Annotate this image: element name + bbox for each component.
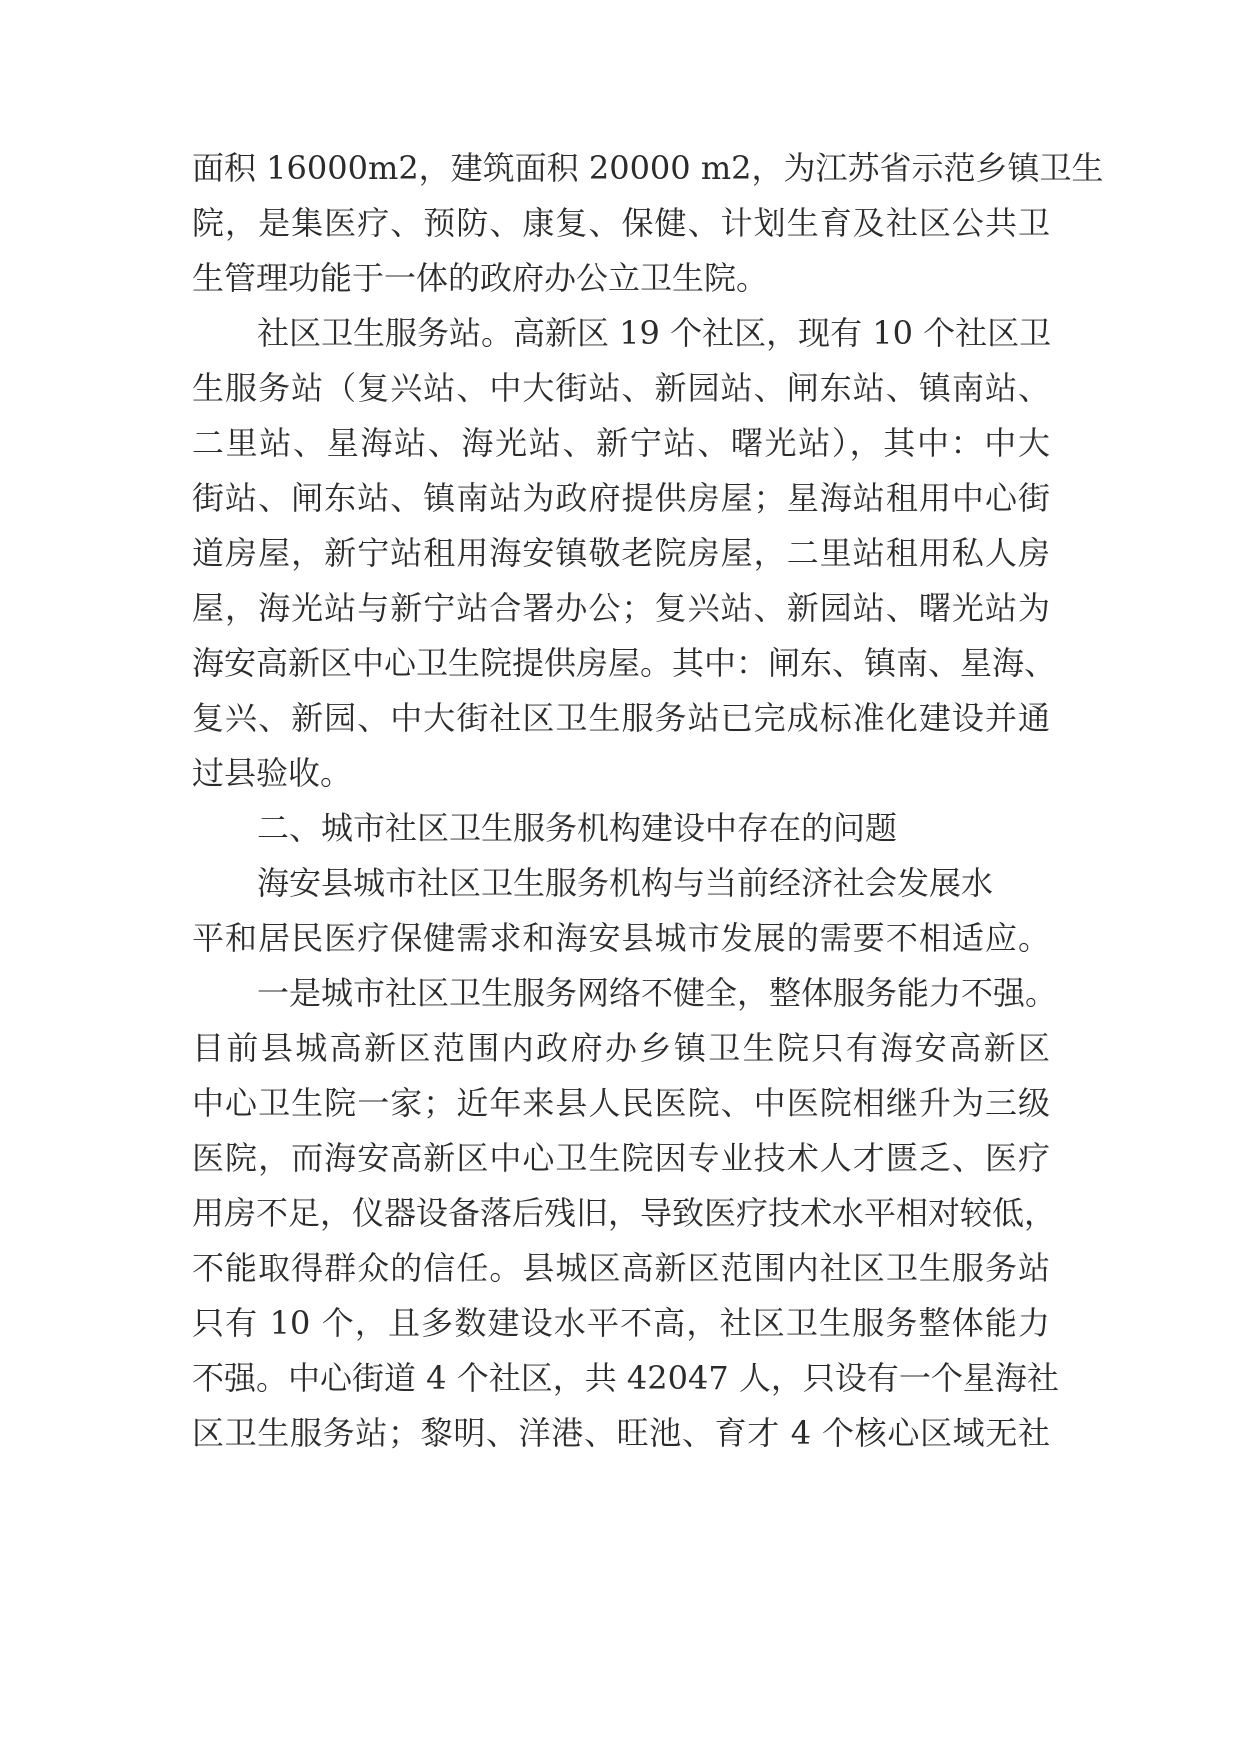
section-heading: 二、城市社区卫生服务机构建设中存在的问题 [257, 809, 898, 847]
text-line: 目前县城高新区范围内政府办乡镇卫生院只有海安高新区 [192, 1029, 1050, 1067]
text-line: 平和居民医疗保健需求和海安县城市发展的需要不相适应。 [192, 919, 1050, 957]
text-line: 中心卫生院一家；近年来县人民医院、中医院相继升为三级 [192, 1084, 1050, 1122]
paragraph-first-line: 海安县城市社区卫生服务机构与当前经济社会发展水 [257, 864, 994, 902]
text-line: 二里站、星海站、海光站、新宁站、曙光站），其中：中大 [192, 424, 1050, 462]
text-line: 复兴、新园、中大街社区卫生服务站已完成标准化建设并通 [192, 699, 1050, 737]
text-line: 过县验收。 [192, 754, 353, 792]
text-line: 不能取得群众的信任。县城区高新区范围内社区卫生服务站 [192, 1249, 1050, 1287]
text-line: 生服务站（复兴站、中大街站、新园站、闸东站、镇南站、 [192, 369, 1050, 407]
text-line: 不强。中心街道 4 个社区，共 42047 人，只设有一个星海社 [192, 1359, 1059, 1397]
text-line: 只有 10 个，且多数建设水平不高，社区卫生服务整体能力 [192, 1304, 1050, 1342]
text-line: 道房屋，新宁站租用海安镇敬老院房屋，二里站租用私人房 [192, 534, 1050, 572]
text-line: 生管理功能于一体的政府办公立卫生院。 [192, 259, 769, 297]
text-line: 医院，而海安高新区中心卫生院因专业技术人才匮乏、医疗 [192, 1139, 1050, 1177]
text-line: 海安高新区中心卫生院提供房屋。其中：闸东、镇南、星海、 [192, 644, 1057, 682]
text-line: 区卫生服务站；黎明、洋港、旺池、育才 4 个核心区域无社 [192, 1414, 1050, 1452]
text-line: 用房不足，仪器设备落后残旧，导致医疗技术水平相对较低， [192, 1194, 1057, 1232]
text-line: 街站、闸东站、镇南站为政府提供房屋；星海站租用中心街 [192, 479, 1050, 517]
paragraph-first-line: 一是城市社区卫生服务网络不健全，整体服务能力不强。 [257, 974, 1058, 1012]
text-line: 院，是集医疗、预防、康复、保健、计划生育及社区公共卫 [192, 204, 1050, 242]
paragraph-first-line: 社区卫生服务站。高新区 19 个社区，现有 10 个社区卫 [257, 314, 1052, 352]
text-line: 屋，海光站与新宁站合署办公；复兴站、新园站、曙光站为 [192, 589, 1050, 627]
text-line: 面积 16000m2，建筑面积 20000 m2，为江苏省示范乡镇卫生 [192, 149, 1104, 187]
